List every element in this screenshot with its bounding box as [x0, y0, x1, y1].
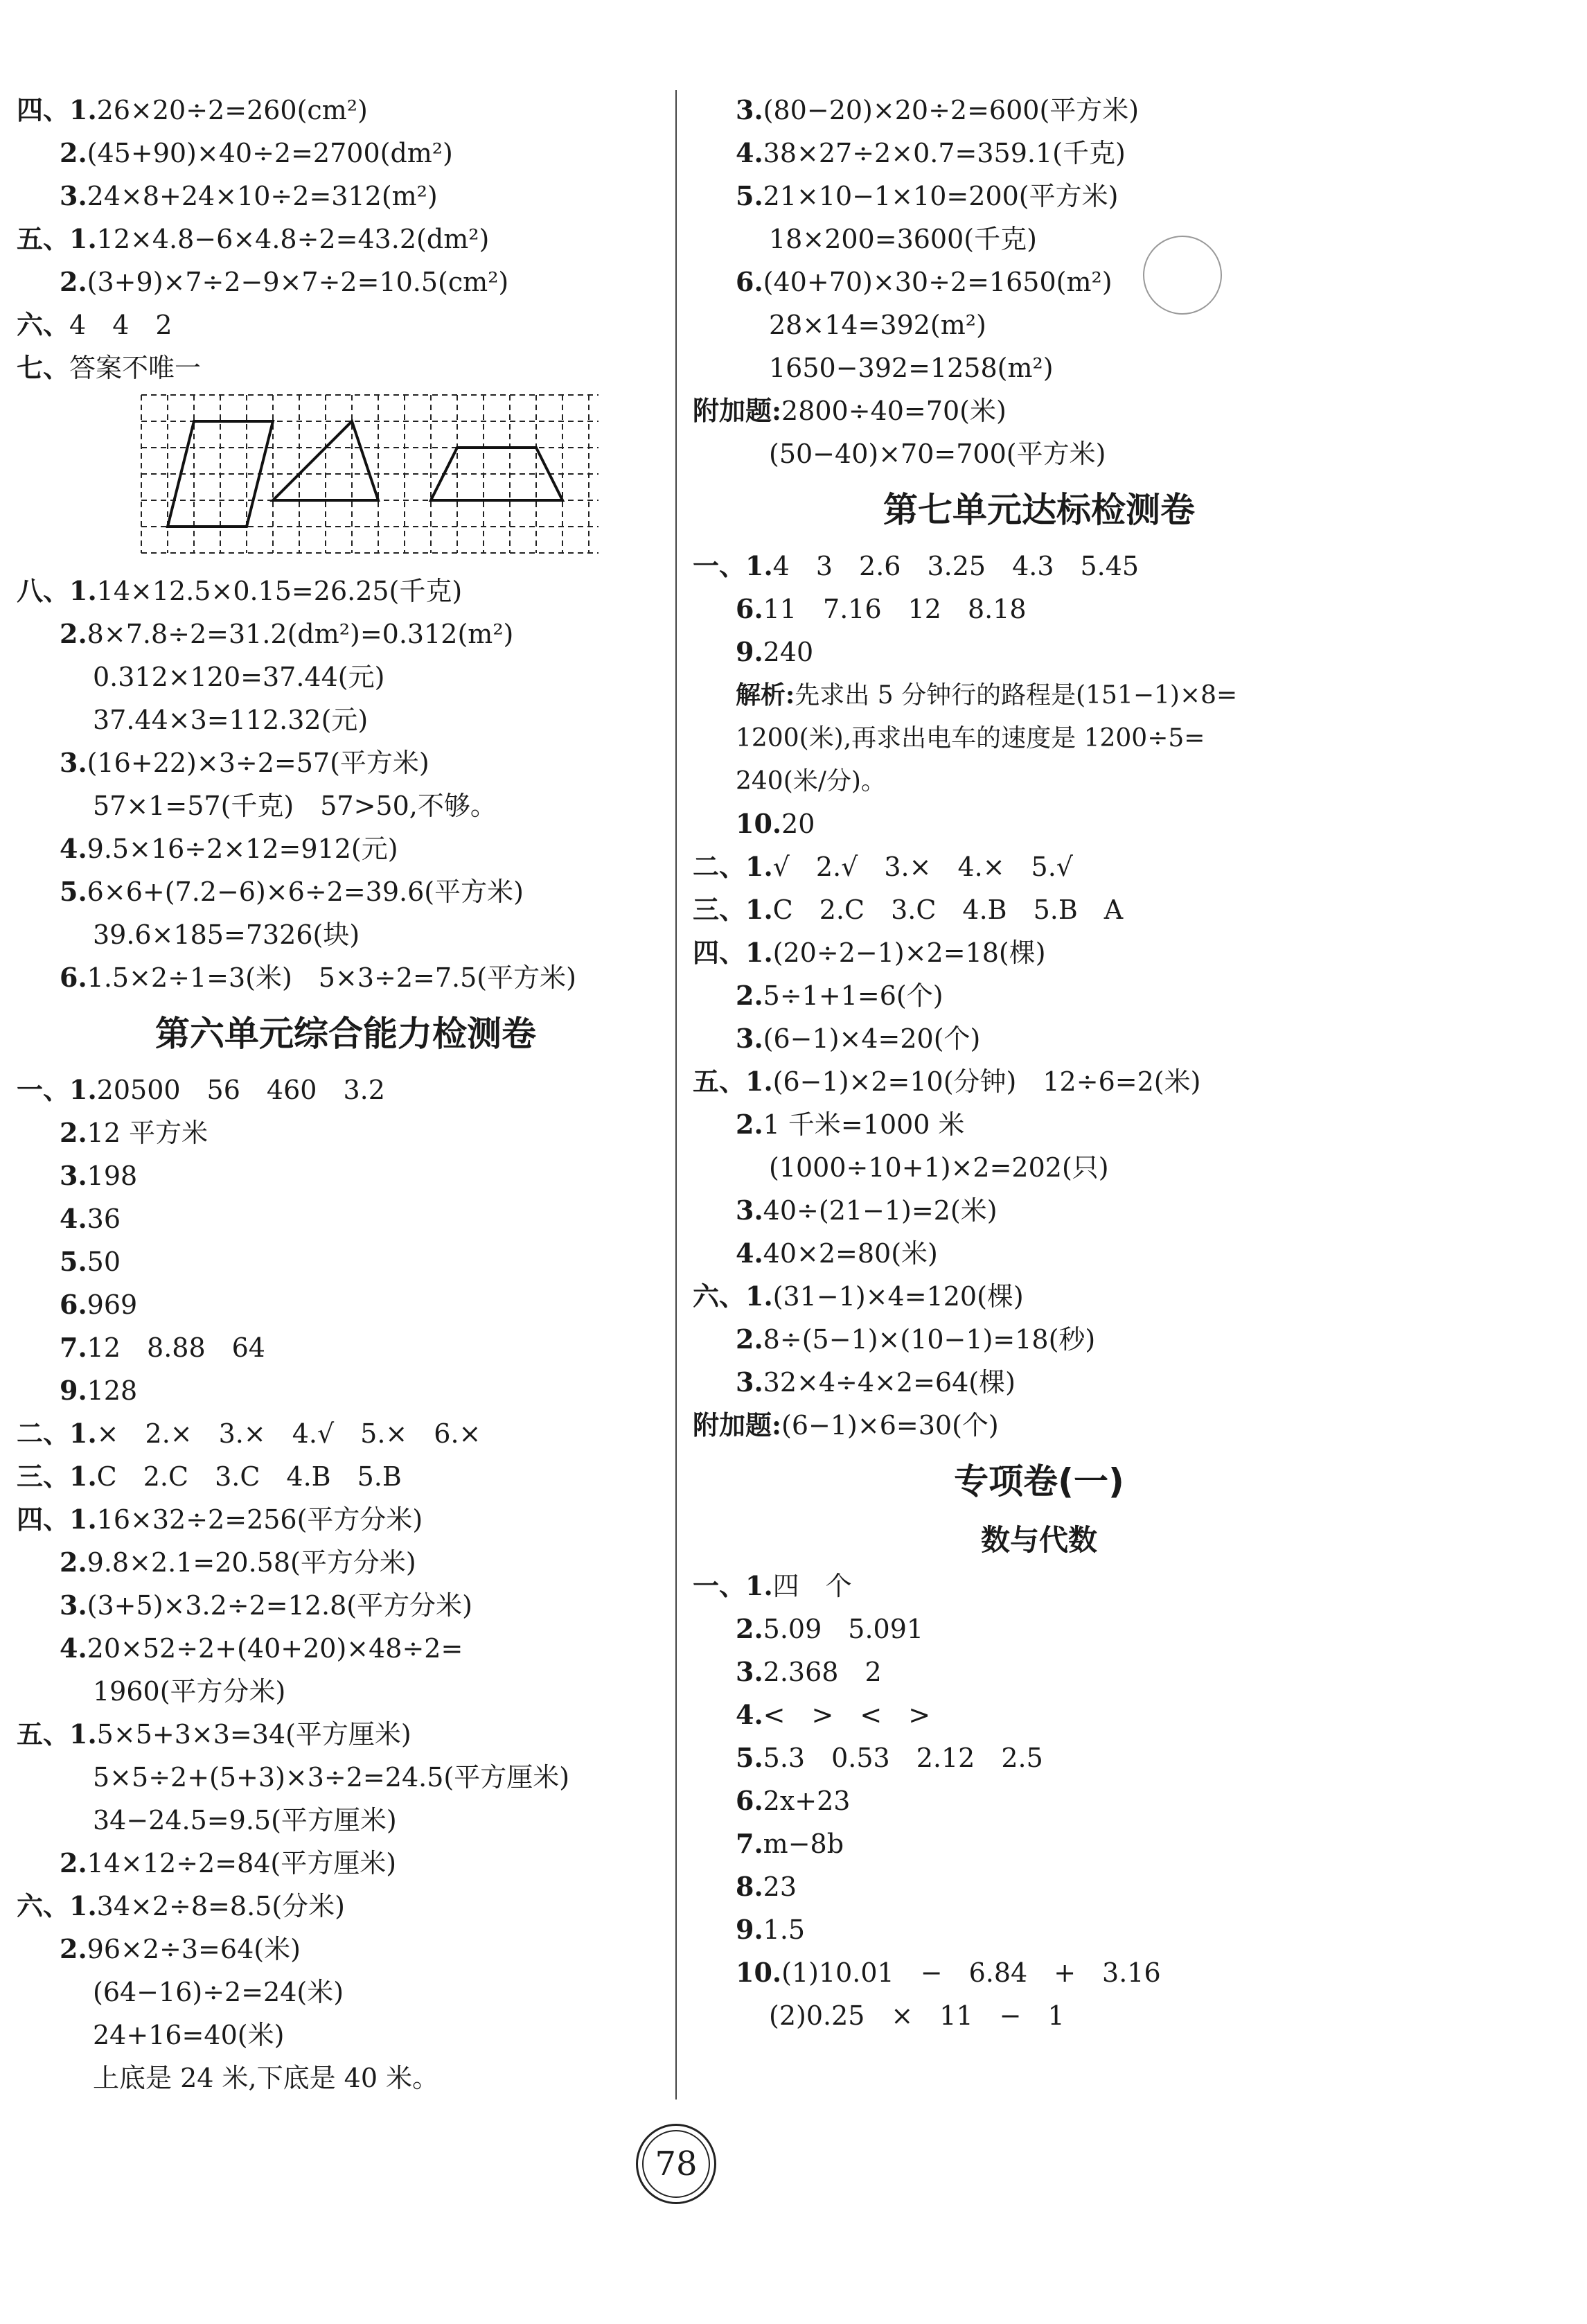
answer-text: 198	[87, 1161, 138, 1191]
answer-line	[17, 1541, 675, 1584]
answer-text: × 2.× 3.× 4.√ 5.× 6.×	[96, 1418, 481, 1449]
answer-line	[693, 802, 1385, 845]
left-column	[17, 89, 675, 2099]
answer-line	[17, 1240, 675, 1283]
answer-text: 2800÷40=70(米)	[781, 396, 1007, 426]
answer-text: 16×32÷2=256(平方分米)	[96, 1504, 423, 1535]
answer-text: C 2.C 3.C 4.B 5.B A	[772, 895, 1124, 925]
answer-line	[17, 698, 675, 741]
answer-line	[693, 1103, 1385, 1146]
answer-line	[693, 1404, 1385, 1447]
question-number: 9.	[736, 1914, 763, 1945]
answer-line	[17, 1713, 675, 1756]
answer-text: (1000÷10+1)×2=202(只)	[769, 1152, 1109, 1183]
answer-line	[693, 974, 1385, 1017]
question-number: 2.	[60, 266, 87, 297]
answer-line	[17, 1283, 675, 1326]
answer-text: 5÷1+1=6(个)	[763, 980, 943, 1011]
section-title: 第七单元达标检测卷	[883, 490, 1195, 530]
answer-text: 240	[763, 637, 814, 667]
answer-text: (6−1)×6=30(个)	[781, 1410, 999, 1441]
question-number: 三、1.	[693, 894, 773, 925]
answer-text: 5.3 0.53 2.12 2.5	[763, 1743, 1043, 1773]
question-number: 6.	[60, 1289, 87, 1320]
answer-line	[17, 827, 675, 870]
answer-text: (3+5)×3.2÷2=12.8(平方分米)	[87, 1590, 472, 1621]
answer-text: 20×52÷2+(40+20)×48÷2=	[87, 1633, 463, 1664]
answer-line	[17, 570, 675, 613]
answer-text: 12 8.88 64	[87, 1332, 265, 1363]
answer-line	[17, 1326, 675, 1369]
question-number: 2.	[736, 1323, 763, 1355]
column-divider	[675, 90, 677, 2099]
question-number: 9.	[736, 636, 763, 667]
answer-text: 969	[87, 1289, 138, 1320]
question-number: 二、1.	[693, 851, 773, 882]
question-number: 二、1.	[17, 1418, 97, 1449]
question-number: 3.	[736, 1656, 763, 1687]
question-number: 4.	[60, 833, 87, 864]
triangle-shape	[273, 421, 378, 500]
answer-text: √ 2.√ 3.× 4.× 5.√	[772, 852, 1074, 882]
section-title: 第六单元综合能力检测卷	[155, 1014, 536, 1054]
question-number: 2.	[736, 1613, 763, 1644]
answer-line	[693, 1779, 1385, 1822]
answer-line	[17, 870, 675, 913]
right-column	[693, 89, 1385, 2037]
answer-line	[693, 1736, 1385, 1779]
answer-line	[17, 1584, 675, 1627]
answer-text: 9.8×2.1=20.58(平方分米)	[87, 1547, 416, 1578]
question-number: 2.	[60, 1547, 87, 1578]
answer-line	[693, 545, 1385, 588]
question-number: 一、1.	[693, 550, 773, 581]
question-number: 一、1.	[17, 1074, 97, 1105]
answer-line	[17, 1455, 675, 1498]
question-number: 三、1.	[17, 1461, 97, 1492]
question-number: 4.	[736, 1238, 763, 1269]
answer-text: 20	[781, 809, 815, 839]
question-number: 五、1.	[693, 1066, 773, 1097]
answer-text: 21×10−1×10=200(平方米)	[763, 181, 1119, 211]
answer-line	[693, 218, 1385, 261]
answer-text: 2x+23	[763, 1786, 851, 1816]
answer-text: (3+9)×7÷2−9×7÷2=10.5(cm²)	[87, 267, 509, 297]
answer-line	[693, 845, 1385, 888]
answer-line	[693, 1232, 1385, 1275]
answer-line	[693, 1608, 1385, 1650]
answer-line	[17, 613, 675, 655]
answer-line	[693, 346, 1385, 389]
question-number: 3.	[60, 1590, 87, 1621]
answer-line	[17, 218, 675, 261]
answer-text: 1.5×2÷1=3(米) 5×3÷2=7.5(平方米)	[87, 962, 576, 993]
question-number: 5.	[60, 1246, 87, 1277]
answer-text: 40×2=80(米)	[763, 1238, 938, 1269]
answer-line	[17, 655, 675, 698]
question-number: 7.	[736, 1828, 763, 1859]
answer-line	[693, 1650, 1385, 1693]
answer-text: 9.5×16÷2×12=912(元)	[87, 834, 398, 864]
answer-line	[693, 1017, 1385, 1060]
answer-text: m−8b	[763, 1829, 844, 1859]
answer-text: (20÷2−1)×2=18(棵)	[772, 937, 1046, 968]
question-number: 附加题:	[693, 1409, 782, 1441]
answer-text: 5×5÷2+(5+3)×3÷2=24.5(平方厘米)	[93, 1762, 570, 1793]
question-number: 四、1.	[693, 937, 773, 968]
answer-line	[17, 1369, 675, 1412]
answer-line	[17, 913, 675, 956]
answer-text: (40+70)×30÷2=1650(m²)	[763, 267, 1112, 297]
answer-text: 37.44×3=112.32(元)	[93, 705, 369, 735]
question-number: 10.	[736, 1957, 782, 1988]
question-number: 六、1.	[693, 1280, 773, 1312]
answer-line	[17, 956, 675, 999]
question-number: 3.	[736, 1366, 763, 1398]
answer-line	[693, 1994, 1385, 2037]
answer-line	[693, 303, 1385, 346]
answer-text: 四 个	[772, 1571, 852, 1601]
answer-line	[693, 1865, 1385, 1908]
answer-line	[693, 89, 1385, 132]
answer-line	[693, 389, 1385, 432]
answer-line	[17, 1068, 675, 1111]
answer-text: 上底是 24 米,下底是 40 米。	[93, 2063, 439, 2093]
answer-text: 18×200=3600(千克)	[769, 224, 1037, 254]
question-number: 3.	[736, 1023, 763, 1054]
question-number: 4.	[60, 1632, 87, 1664]
answer-text: 8×7.8÷2=31.2(dm²)=0.312(m²)	[87, 619, 514, 649]
analysis-line	[693, 716, 1385, 759]
question-number: 2.	[736, 980, 763, 1011]
answer-line	[17, 741, 675, 784]
answer-text: 38×27÷2×0.7=359.1(千克)	[763, 138, 1126, 168]
answer-text: (50−40)×70=700(平方米)	[769, 439, 1106, 469]
question-number: 八、1.	[17, 575, 97, 606]
question-number: 6.	[736, 266, 763, 297]
answer-text: 2.368 2	[763, 1657, 882, 1687]
answer-line	[693, 588, 1385, 631]
answer-text: 26×20÷2=260(cm²)	[96, 95, 368, 125]
answer-text: (1)10.01 − 6.84 + 3.16	[781, 1957, 1161, 1988]
page-number: 78	[636, 2124, 716, 2204]
answer-text: 50	[87, 1247, 121, 1277]
answer-text: 128	[87, 1375, 138, 1406]
answer-line	[17, 1928, 675, 1971]
answer-line	[17, 2014, 675, 2057]
answer-line	[17, 784, 675, 827]
answer-line	[693, 1060, 1385, 1103]
answer-text: 4 3 2.6 3.25 4.3 5.45	[772, 551, 1140, 581]
question-number: 六、	[17, 309, 70, 340]
answer-text: C 2.C 3.C 4.B 5.B	[96, 1461, 402, 1492]
question-number: 4.	[60, 1203, 87, 1234]
analysis-line	[693, 759, 1385, 802]
question-number: 七、	[17, 352, 70, 383]
answer-text: 1.5	[763, 1914, 806, 1945]
answer-text: 12 平方米	[87, 1118, 209, 1148]
answer-text: 23	[763, 1872, 797, 1902]
answer-text: 24+16=40(米)	[93, 2020, 285, 2050]
question-number: 2.	[60, 1847, 87, 1878]
question-number: 6.	[60, 962, 87, 993]
answer-text: 20500 56 460 3.2	[96, 1075, 385, 1105]
answer-text: 96×2÷3=64(米)	[87, 1934, 301, 1964]
answer-text: 34×2÷8=8.5(分米)	[96, 1891, 345, 1921]
answer-text: 24×8+24×10÷2=312(m²)	[87, 181, 438, 211]
answer-line	[693, 1565, 1385, 1608]
answer-text: 5×5+3×3=34(平方厘米)	[96, 1719, 411, 1750]
answer-text: 14×12÷2=84(平方厘米)	[87, 1848, 397, 1878]
question-number: 8.	[736, 1871, 763, 1902]
question-number: 5.	[736, 180, 763, 211]
section-subtitle: 数与代数	[980, 1523, 1097, 1557]
question-number: 四、1.	[17, 94, 97, 125]
question-number: 4.	[736, 137, 763, 168]
answer-line	[17, 1842, 675, 1885]
answer-text: 1650−392=1258(m²)	[769, 353, 1054, 383]
answer-text: (64−16)÷2=24(米)	[93, 1977, 344, 2007]
answer-line	[693, 1908, 1385, 1951]
answer-text: (45+90)×40÷2=2700(dm²)	[87, 138, 453, 168]
answer-line	[693, 1361, 1385, 1404]
answer-line	[693, 631, 1385, 674]
question-number: 6.	[736, 593, 763, 624]
answer-line	[693, 1951, 1385, 1994]
section-title: 专项卷(一)	[954, 1461, 1124, 1502]
answer-line	[17, 1670, 675, 1713]
answer-text: 4 4 2	[69, 310, 172, 340]
question-number: 5.	[60, 876, 87, 907]
answer-text: 先求出 5 分钟行的路程是(151−1)×8=	[795, 681, 1238, 710]
question-number: 4.	[736, 1699, 763, 1730]
question-number: 3.	[60, 747, 87, 778]
question-number: 四、1.	[17, 1504, 97, 1535]
question-number: 解析:	[736, 680, 795, 710]
figure-answer-grid	[17, 389, 675, 570]
answer-line	[17, 1197, 675, 1240]
answer-text: 34−24.5=9.5(平方厘米)	[93, 1805, 397, 1836]
answer-text: 32×4÷4×2=64(棵)	[763, 1367, 1016, 1398]
question-number: 9.	[60, 1375, 87, 1406]
answer-line	[693, 432, 1385, 475]
answer-text: 1200(米),再求出电车的速度是 1200÷5=	[736, 724, 1205, 752]
answer-line	[17, 132, 675, 175]
question-number: 2.	[60, 618, 87, 649]
answer-line	[693, 1318, 1385, 1361]
answer-line	[17, 1154, 675, 1197]
answer-line	[17, 1498, 675, 1541]
answer-text: (2)0.25 × 11 − 1	[769, 2000, 1065, 2031]
answer-text: 12×4.8−6×4.8÷2=43.2(dm²)	[96, 224, 490, 254]
question-number: 3.	[736, 94, 763, 125]
question-number: 5.	[736, 1742, 763, 1773]
answer-text: 39.6×185=7326(块)	[93, 919, 360, 950]
answer-text: (6−1)×4=20(个)	[763, 1023, 981, 1054]
answer-line	[693, 1146, 1385, 1189]
answer-line	[693, 261, 1385, 303]
answer-text: 6×6+(7.2−6)×6÷2=39.6(平方米)	[87, 877, 524, 907]
answer-line	[17, 1412, 675, 1455]
answer-text: 28×14=392(m²)	[769, 310, 986, 340]
question-number: 6.	[736, 1785, 763, 1816]
answer-line	[17, 1111, 675, 1154]
answer-text: 14×12.5×0.15=26.25(千克)	[96, 576, 463, 606]
answer-text: 1960(平方分米)	[93, 1676, 286, 1707]
question-number: 六、1.	[17, 1890, 97, 1921]
answer-line	[693, 132, 1385, 175]
answer-text: 1 千米=1000 米	[763, 1109, 965, 1140]
answer-line	[693, 175, 1385, 218]
answer-text: < > < >	[763, 1700, 931, 1730]
question-number: 3.	[60, 180, 87, 211]
question-number: 3.	[736, 1195, 763, 1226]
answer-text: 8÷(5−1)×(10−1)=18(秒)	[763, 1324, 1096, 1355]
answer-line	[17, 1799, 675, 1842]
answer-line	[17, 1756, 675, 1799]
answer-text: 240(米/分)。	[736, 767, 886, 795]
answer-text: (16+22)×3÷2=57(平方米)	[87, 748, 429, 778]
answer-line	[17, 89, 675, 132]
answer-text: 0.312×120=37.44(元)	[93, 662, 385, 692]
answer-line	[17, 2057, 675, 2099]
answer-text: (31−1)×4=120(棵)	[772, 1281, 1024, 1312]
answer-text: 36	[87, 1204, 121, 1234]
answer-line	[693, 1693, 1385, 1736]
answer-text: (6−1)×2=10(分钟) 12÷6=2(米)	[772, 1066, 1201, 1097]
analysis-line	[693, 674, 1385, 716]
question-number: 2.	[736, 1109, 763, 1140]
question-number: 五、1.	[17, 1718, 97, 1750]
question-number: 2.	[60, 1933, 87, 1964]
answer-line	[17, 1627, 675, 1670]
answer-line	[17, 303, 675, 346]
answer-line	[693, 1275, 1385, 1318]
answer-text: 5.09 5.091	[763, 1614, 924, 1644]
answer-text: (80−20)×20÷2=600(平方米)	[763, 95, 1140, 125]
answer-text: 11 7.16 12 8.18	[763, 594, 1027, 624]
question-number: 附加题:	[693, 395, 782, 426]
answer-line	[693, 931, 1385, 974]
question-number: 10.	[736, 808, 782, 839]
question-number: 2.	[60, 1117, 87, 1148]
answer-line	[693, 1189, 1385, 1232]
answer-text: 57×1=57(千克) 57>50,不够。	[93, 791, 497, 821]
answer-line	[17, 261, 675, 303]
question-number: 3.	[60, 1160, 87, 1191]
answer-text: 40÷(21−1)=2(米)	[763, 1195, 998, 1226]
answer-line	[17, 346, 675, 389]
question-number: 一、1.	[693, 1570, 773, 1601]
answer-line	[17, 1885, 675, 1928]
answer-line	[693, 1822, 1385, 1865]
grid-shapes-figure	[127, 389, 599, 563]
question-number: 2.	[60, 137, 87, 168]
question-number: 五、1.	[17, 223, 97, 254]
answer-line	[17, 1971, 675, 2014]
question-number: 7.	[60, 1332, 87, 1363]
answer-text: 答案不唯一	[69, 353, 202, 383]
answer-line	[693, 888, 1385, 931]
answer-line	[17, 175, 675, 218]
